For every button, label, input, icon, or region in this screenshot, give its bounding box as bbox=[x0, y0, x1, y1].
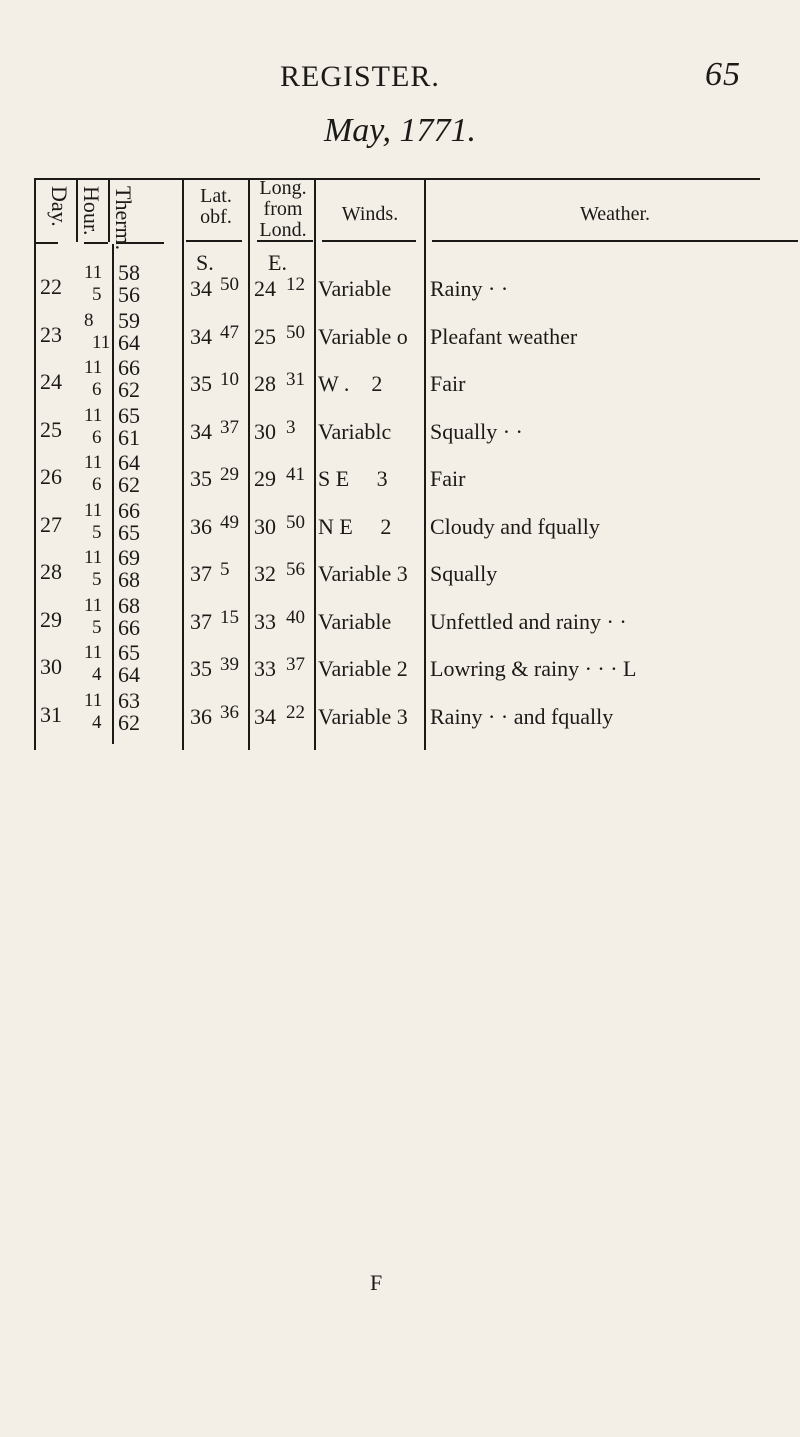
cell-hour2: 6 bbox=[92, 426, 102, 448]
cell-long-min: 31 bbox=[286, 369, 305, 390]
col-border-left bbox=[34, 180, 36, 750]
cell-winds: Variable bbox=[318, 276, 392, 301]
cell-lat-deg: 35 bbox=[190, 466, 212, 491]
cell-winds: Variable 2 bbox=[318, 656, 408, 681]
cell-long-deg: 34 bbox=[254, 703, 276, 729]
cell-hour2: 4 bbox=[92, 664, 102, 685]
cell-therm2: 61 bbox=[118, 424, 140, 450]
header-winds: Winds. bbox=[341, 203, 399, 225]
cell-hour1: 11 bbox=[84, 357, 103, 378]
cell-therm1: 63 bbox=[118, 687, 140, 713]
cell-therm2: 64 bbox=[118, 329, 140, 355]
cell-lat-deg: 34 bbox=[190, 276, 212, 301]
cell-therm1: 65 bbox=[118, 640, 140, 665]
header-rule-day bbox=[34, 242, 58, 244]
cell-long-min: 56 bbox=[286, 559, 305, 580]
cell-therm2: 62 bbox=[118, 709, 140, 735]
col-border-long bbox=[314, 180, 316, 750]
cell-lat-deg: 34 bbox=[190, 323, 212, 349]
header-long: Long. from Lond. bbox=[259, 177, 307, 241]
cell-therm2: 66 bbox=[118, 614, 140, 640]
cell-day: 30 bbox=[40, 654, 62, 679]
cell-long-deg: 33 bbox=[254, 608, 276, 634]
cell-hour1: 11 bbox=[84, 642, 103, 663]
header-day: Day. bbox=[47, 186, 72, 227]
cell-hour1: 11 bbox=[84, 689, 103, 711]
cell-hour1: 11 bbox=[84, 404, 103, 426]
header-lat: Lat. obf. bbox=[200, 185, 232, 228]
cell-therm2: 65 bbox=[118, 519, 140, 545]
header-rule-weather bbox=[432, 240, 798, 242]
cell-long-min: 3 bbox=[286, 416, 296, 438]
cell-lat-min: 37 bbox=[220, 416, 239, 438]
cell-lat-min: 29 bbox=[220, 464, 239, 485]
header-weather: Weather. bbox=[579, 203, 651, 225]
cell-therm1: 66 bbox=[118, 497, 140, 523]
cell-weather: Squally bbox=[430, 561, 498, 586]
cell-day: 31 bbox=[40, 701, 62, 727]
cell-long-min: 22 bbox=[286, 701, 305, 723]
cell-therm1: 65 bbox=[118, 402, 140, 428]
cell-hour1: 11 bbox=[84, 262, 103, 283]
cell-hour2: 11 bbox=[92, 331, 111, 353]
cell-day: 27 bbox=[40, 511, 62, 537]
cell-long-deg: 30 bbox=[254, 418, 276, 444]
cell-long-deg: 32 bbox=[254, 561, 276, 586]
cell-winds: Variable 3 bbox=[318, 703, 408, 729]
cell-lat-min: 50 bbox=[220, 274, 239, 295]
cell-hour2: 5 bbox=[92, 616, 102, 638]
cell-hour2: 6 bbox=[92, 379, 102, 400]
cell-lat-deg: 37 bbox=[190, 608, 212, 634]
cell-winds: Variable bbox=[318, 608, 392, 634]
subheader-long: E. bbox=[268, 250, 287, 275]
cell-day: 25 bbox=[40, 416, 62, 442]
cell-therm2: 64 bbox=[118, 662, 140, 687]
cell-winds: Variablc bbox=[318, 418, 392, 444]
cell-winds: Variable o bbox=[318, 323, 408, 349]
col-border-lat bbox=[248, 180, 250, 750]
page-number: 65 bbox=[705, 56, 741, 93]
header-rule-winds bbox=[322, 240, 416, 242]
header-therm: Therm. bbox=[111, 186, 136, 251]
cell-lat-deg: 35 bbox=[190, 656, 212, 681]
cell-lat-min: 36 bbox=[220, 701, 239, 723]
cell-hour1: 11 bbox=[84, 547, 103, 568]
cell-long-deg: 28 bbox=[254, 371, 276, 396]
cell-lat-min: 39 bbox=[220, 654, 239, 675]
cell-lat-deg: 36 bbox=[190, 703, 212, 729]
col-border-winds bbox=[424, 180, 426, 750]
cell-long-min: 50 bbox=[286, 511, 305, 533]
cell-long-min: 40 bbox=[286, 606, 305, 628]
cell-therm2: 68 bbox=[118, 567, 140, 592]
header-rule-hour bbox=[84, 242, 108, 244]
cell-therm1: 68 bbox=[118, 592, 140, 618]
cell-therm1: 59 bbox=[118, 307, 140, 333]
cell-long-min: 37 bbox=[286, 654, 305, 675]
cell-long-min: 50 bbox=[286, 321, 305, 343]
cell-winds: N E 2 bbox=[318, 513, 392, 539]
cell-long-deg: 33 bbox=[254, 656, 276, 681]
cell-winds: S E 3 bbox=[318, 466, 388, 491]
cell-long-min: 12 bbox=[286, 274, 305, 295]
cell-weather: Squally · · bbox=[430, 418, 523, 444]
cell-therm2: 62 bbox=[118, 472, 140, 497]
cell-lat-deg: 35 bbox=[190, 371, 212, 396]
header-rule-lat bbox=[186, 240, 242, 242]
month-heading: May, 1771. bbox=[323, 112, 477, 149]
cell-hour1: 11 bbox=[84, 594, 103, 616]
cell-therm1: 69 bbox=[118, 545, 140, 570]
cell-therm2: 62 bbox=[118, 377, 140, 402]
cell-hour2: 5 bbox=[92, 521, 102, 543]
cell-day: 22 bbox=[40, 274, 62, 299]
cell-hour2: 5 bbox=[92, 569, 102, 590]
running-head: REGISTER. bbox=[280, 60, 440, 93]
cell-long-min: 41 bbox=[286, 464, 305, 485]
cell-hour2: 6 bbox=[92, 474, 102, 495]
col-border-hour-body bbox=[112, 244, 114, 744]
cell-lat-min: 47 bbox=[220, 321, 239, 343]
cell-weather: Rainy · · and fqually bbox=[430, 703, 614, 729]
cell-lat-min: 15 bbox=[220, 606, 239, 628]
cell-lat-min: 49 bbox=[220, 511, 239, 533]
cell-therm1: 58 bbox=[118, 260, 140, 285]
cell-lat-deg: 34 bbox=[190, 418, 212, 444]
cell-day: 24 bbox=[40, 369, 62, 394]
header-hour: Hour. bbox=[79, 186, 104, 236]
cell-hour2: 4 bbox=[92, 711, 102, 733]
cell-lat-deg: 37 bbox=[190, 561, 212, 586]
top-rule bbox=[34, 178, 760, 180]
cell-day: 28 bbox=[40, 559, 62, 584]
cell-hour1: 11 bbox=[84, 499, 103, 521]
cell-weather: Fair bbox=[430, 466, 466, 491]
subheader-lat: S. bbox=[196, 250, 214, 275]
cell-day: 26 bbox=[40, 464, 62, 489]
cell-long-deg: 29 bbox=[254, 466, 276, 491]
cell-weather: Lowring & rainy · · · L bbox=[430, 656, 637, 681]
cell-hour1: 8 bbox=[84, 309, 94, 331]
cell-hour2: 5 bbox=[92, 284, 102, 305]
col-border-therm bbox=[182, 180, 184, 750]
cell-lat-min: 5 bbox=[220, 559, 230, 580]
cell-long-deg: 30 bbox=[254, 513, 276, 539]
cell-therm1: 66 bbox=[118, 355, 140, 380]
cell-hour1: 11 bbox=[84, 452, 103, 473]
cell-long-deg: 25 bbox=[254, 323, 276, 349]
cell-long-deg: 24 bbox=[254, 276, 276, 301]
cell-weather: Fair bbox=[430, 371, 466, 396]
cell-weather: Cloudy and fqually bbox=[430, 513, 600, 539]
cell-weather: Rainy · · bbox=[430, 276, 509, 301]
cell-lat-min: 10 bbox=[220, 369, 239, 390]
cell-day: 23 bbox=[40, 321, 62, 347]
cell-winds: Variable 3 bbox=[318, 561, 408, 586]
cell-lat-deg: 36 bbox=[190, 513, 212, 539]
cell-therm1: 64 bbox=[118, 450, 140, 475]
cell-day: 29 bbox=[40, 606, 62, 632]
cell-therm2: 56 bbox=[118, 282, 140, 307]
signature-mark: F bbox=[370, 1270, 383, 1295]
cell-weather: Pleafant weather bbox=[430, 323, 578, 349]
cell-weather: Unfettled and rainy · · bbox=[430, 608, 627, 634]
cell-winds: W . 2 bbox=[318, 371, 383, 396]
